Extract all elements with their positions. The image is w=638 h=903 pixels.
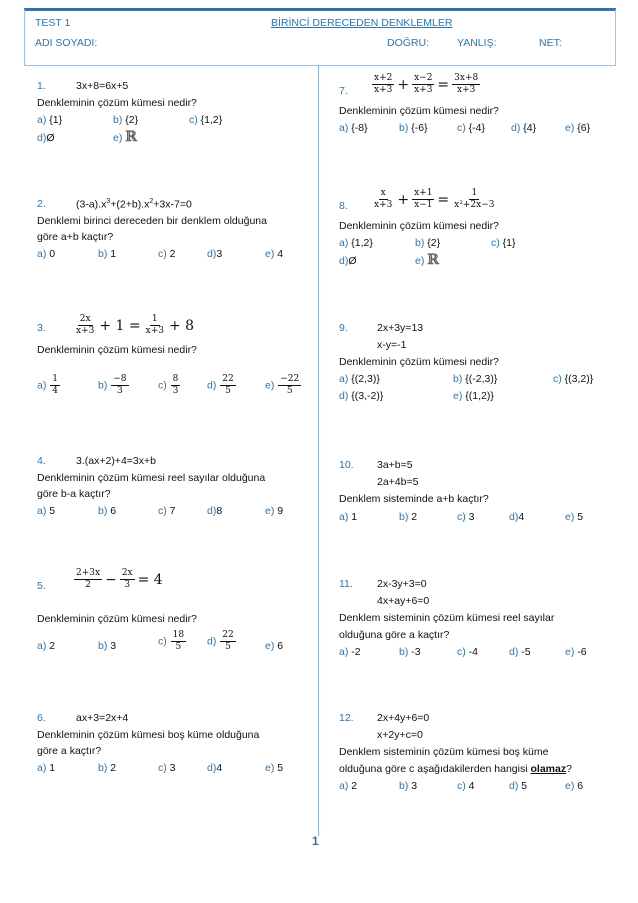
question-text: Denkleminin çözüm kümesi nedir? xyxy=(37,344,197,356)
choice-a[interactable]: a) 2 xyxy=(339,780,358,792)
choice-e[interactable]: e) 9 xyxy=(265,505,284,517)
equation: $\frac{x}{x+3}$ + $\frac{x+1}{x-1}$ = $\frac{1}{\text{x²+2x−3}}$ xyxy=(374,188,495,210)
choice-b[interactable]: b) {-6} xyxy=(399,122,428,134)
equation-2: 4x+ay+6=0 xyxy=(377,595,430,607)
question-4 xyxy=(37,455,312,525)
equation: $\frac{x+2}{x+3}$ + $\frac{x-2}{x+3}$ = $\frac{3x+8}{x+3}$ xyxy=(374,73,479,95)
question-1 xyxy=(37,80,307,160)
name-label: ADI SOYADI: xyxy=(35,37,98,49)
choice-e[interactable]: e) 5 xyxy=(265,762,284,774)
choice-a[interactable]: a) 1 xyxy=(339,511,358,523)
question-text-line1: Denklem sisteminin çözüm kümesi reel sayılar xyxy=(339,612,555,624)
choice-c[interactable]: c) -4 xyxy=(457,646,479,658)
choice-d[interactable]: d)Ø xyxy=(339,255,357,267)
choice-c[interactable]: c) 3 xyxy=(457,511,475,523)
equation: 3.(ax+2)+4=3x+b xyxy=(76,455,156,467)
question-text: Denkleminin çözüm kümesi nedir? xyxy=(339,356,499,368)
question-text-line2: göre b-a kaçtır? xyxy=(37,488,111,500)
equation: $\frac{2+3x}{2}$ − $\frac{2x}{3}$ = 4 xyxy=(76,568,163,590)
question-8 xyxy=(339,188,609,273)
question-2 xyxy=(37,198,312,268)
choice-c[interactable]: c) 3 xyxy=(158,762,176,774)
choice-b[interactable]: b) 6 xyxy=(98,505,117,517)
choice-e[interactable]: e) {6} xyxy=(565,122,591,134)
question-number: 10. xyxy=(339,459,354,471)
question-text-line2: göre a kaçtır? xyxy=(37,745,102,757)
choice-b[interactable]: b) 1 xyxy=(98,248,117,260)
test-label: TEST 1 xyxy=(35,17,71,29)
choice-c[interactable]: c) 2 xyxy=(158,248,176,260)
question-text-line2: göre a+b kaçtır? xyxy=(37,231,114,243)
choice-e[interactable]: e) ℝ xyxy=(113,129,137,145)
choice-c[interactable]: c) 4 xyxy=(457,780,475,792)
choice-a[interactable]: a) {(2,3)} xyxy=(339,373,380,385)
page-number: 1 xyxy=(312,834,319,848)
choice-c[interactable]: c) {1,2} xyxy=(189,114,223,126)
choice-a[interactable]: a) 5 xyxy=(37,505,56,517)
choice-a[interactable]: a) {-8} xyxy=(339,122,368,134)
equation-2: x-y=-1 xyxy=(377,339,407,351)
question-number: 2. xyxy=(37,198,46,210)
choice-d[interactable]: d)Ø xyxy=(37,132,55,144)
choice-b[interactable]: b) 2 xyxy=(98,762,117,774)
choice-a[interactable]: a) 0 xyxy=(37,248,56,260)
choice-a[interactable]: a) $\frac{1}{4}$ xyxy=(37,374,58,396)
equation: ax+3=2x+4 xyxy=(76,712,129,724)
equation-1: 3a+b=5 xyxy=(377,459,413,471)
choice-b[interactable]: b) 2 xyxy=(399,511,418,523)
correct-label: DOĞRU: xyxy=(387,37,429,49)
choice-b[interactable]: b) {(-2,3)} xyxy=(453,373,498,385)
choice-d[interactable]: d)8 xyxy=(207,505,223,517)
question-number: 1. xyxy=(37,80,46,92)
choice-b[interactable]: b) -3 xyxy=(399,646,421,658)
choice-c[interactable]: c) $\frac{8}{3}$ xyxy=(158,374,179,396)
question-text-line2: olduğuna göre a kaçtır? xyxy=(339,629,450,641)
equation-1: 2x+3y=13 xyxy=(377,322,424,334)
equation-1: 2x-3y+3=0 xyxy=(377,578,427,590)
question-number: 6. xyxy=(37,712,46,724)
choice-b[interactable]: b) {2} xyxy=(113,114,139,126)
choice-c[interactable]: c) $\frac{18}{5}$ xyxy=(158,630,185,652)
question-text-line1: Denkleminin çözüm kümesi boş küme olduğuna xyxy=(37,729,260,741)
equation: 3x+8=6x+5 xyxy=(76,80,129,92)
question-number: 8. xyxy=(339,200,348,212)
choice-b[interactable]: b) 3 xyxy=(399,780,418,792)
question-12 xyxy=(339,712,614,802)
question-number: 11. xyxy=(339,578,353,590)
choice-c[interactable]: c) {(3,2)} xyxy=(553,373,594,385)
question-number: 12. xyxy=(339,712,354,724)
choice-e[interactable]: e) {(1,2)} xyxy=(453,390,494,402)
question-9 xyxy=(339,322,614,407)
choice-c[interactable]: c) 7 xyxy=(158,505,176,517)
choice-e[interactable]: e) $\frac{-22}{5}$ xyxy=(265,374,300,396)
choice-e[interactable]: e) 5 xyxy=(565,511,584,523)
choice-d[interactable]: d) -5 xyxy=(509,646,531,658)
question-number: 7. xyxy=(339,85,348,97)
question-text: Denklem sisteminde a+b kaçtır? xyxy=(339,493,489,505)
question-7 xyxy=(339,73,609,143)
question-text-line1: Denklem sisteminin çözüm kümesi boş küme xyxy=(339,746,549,758)
question-text: Denkleminin çözüm kümesi nedir? xyxy=(339,105,499,117)
choice-e[interactable]: e) 4 xyxy=(265,248,284,260)
net-label: NET: xyxy=(539,37,562,49)
worksheet-header xyxy=(24,8,616,66)
equation: $(3-a).x^3+(2+b).x^2+3x-7=0$ xyxy=(76,198,192,211)
choice-a[interactable]: a) {1} xyxy=(37,114,63,126)
choice-e[interactable]: e) 6 xyxy=(565,780,584,792)
choice-d[interactable]: d) {4} xyxy=(511,122,537,134)
column-divider xyxy=(318,66,319,836)
question-3 xyxy=(37,314,312,409)
choice-b[interactable]: b) 3 xyxy=(98,640,117,652)
choice-b[interactable]: b) {2} xyxy=(415,237,441,249)
question-text: Denkleminin çözüm kümesi nedir? xyxy=(339,220,499,232)
equation-2: 2a+4b=5 xyxy=(377,476,419,488)
wrong-label: YANLIŞ: xyxy=(457,37,497,49)
emphasis-olamaz: olamaz xyxy=(530,763,567,775)
question-text-line1: Denklemi birinci dereceden bir denklem olduğuna xyxy=(37,215,267,227)
equation: $\frac{2x}{x+3}$ + 1 = $\frac{1}{x+3}$ + 8 xyxy=(76,314,195,336)
choice-c[interactable]: c) {1} xyxy=(491,237,516,249)
equation-1: 2x+4y+6=0 xyxy=(377,712,430,724)
question-number: 3. xyxy=(37,322,46,334)
question-text-line2: olduğuna göre c aşağıdakilerden hangisi olamaz? xyxy=(339,763,572,775)
choice-a[interactable]: a) -2 xyxy=(339,646,361,658)
choice-d[interactable]: d) 5 xyxy=(509,780,528,792)
question-text: Denkleminin çözüm kümesi nedir? xyxy=(37,613,197,625)
choice-d[interactable]: d) {(3,-2)} xyxy=(339,390,384,402)
topic-title: BİRİNCİ DERECEDEN DENKLEMLER xyxy=(271,17,453,29)
choice-e[interactable]: e) 6 xyxy=(265,640,284,652)
question-10 xyxy=(339,459,614,529)
choice-c[interactable]: c) {-4} xyxy=(457,122,486,134)
choice-e[interactable]: e) ℝ xyxy=(415,252,439,268)
choice-a[interactable]: a) {1,2} xyxy=(339,237,373,249)
choice-d[interactable]: d) $\frac{22}{5}$ xyxy=(207,374,234,396)
choice-d[interactable]: d)4 xyxy=(207,762,223,774)
equation-2: x+2y+c=0 xyxy=(377,729,423,741)
question-5 xyxy=(37,568,312,663)
choice-d[interactable]: d)3 xyxy=(207,248,223,260)
question-6 xyxy=(37,712,312,782)
choice-d[interactable]: d)4 xyxy=(509,511,525,523)
question-text-line1: Denkleminin çözüm kümesi reel sayılar olduğuna xyxy=(37,472,266,484)
question-number: 9. xyxy=(339,322,348,334)
question-11 xyxy=(339,578,614,663)
choice-d[interactable]: d) $\frac{22}{5}$ xyxy=(207,630,234,652)
question-number: 5. xyxy=(37,580,46,592)
choice-e[interactable]: e) -6 xyxy=(565,646,587,658)
choice-b[interactable]: b) $\frac{-8}{3}$ xyxy=(98,374,127,396)
question-text: Denkleminin çözüm kümesi nedir? xyxy=(37,97,197,109)
choice-a[interactable]: a) 1 xyxy=(37,762,56,774)
choice-a[interactable]: a) 2 xyxy=(37,640,56,652)
question-number: 4. xyxy=(37,455,46,467)
